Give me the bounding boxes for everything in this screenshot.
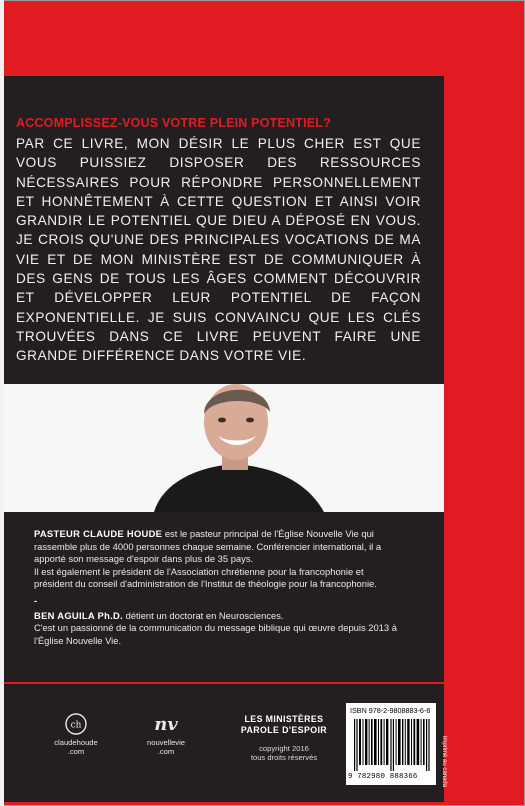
copyright-line1: copyright 2016 bbox=[259, 744, 309, 753]
svg-text:nv: nv bbox=[154, 714, 178, 735]
author2-text2: C'est un passionné de la communication du message biblique qui œuvre depuis 2013 à l'Église Nouvelle Vie. bbox=[34, 622, 397, 646]
nv-logo-icon bbox=[153, 712, 179, 736]
author1-name: PASTEUR CLAUDE HOUDE bbox=[34, 528, 163, 539]
publisher-line2: PAROLE D'ESPOIR bbox=[240, 725, 328, 735]
logo2-line1: nouvellevie bbox=[147, 738, 185, 747]
copyright-line2: tous droits réservés bbox=[250, 753, 318, 762]
bio-paragraph-1 bbox=[34, 528, 404, 566]
nouvellevie-logo bbox=[134, 712, 198, 756]
author-portrait-image bbox=[4, 384, 444, 512]
barcode-image bbox=[354, 719, 430, 771]
copyright bbox=[234, 744, 334, 762]
svg-text:ch: ch bbox=[70, 720, 82, 731]
publisher-line1: LES MINISTÈRES bbox=[244, 714, 324, 724]
author-photo bbox=[4, 384, 444, 512]
blurb-title: ACCOMPLISSEZ-VOUS VOTRE PLEIN POTENTIEL? bbox=[16, 116, 331, 130]
author2-name: BEN AGUILA Ph.D. bbox=[34, 609, 123, 621]
dark-panel bbox=[4, 76, 447, 802]
barcode-block bbox=[346, 703, 436, 785]
claudehoude-logo bbox=[46, 712, 106, 756]
ch-logo-icon bbox=[64, 712, 88, 736]
blurb-text: PAR CE LIVRE, MON DÉSIR LE PLUS CHER EST QUE VOUS PUISSIEZ DISPOSER DES RESSOURCES NÉCESSAIRES POUR RÉPONDRE PERSONNELLEMENT ET HONNÊTEMENT À CETTE QUESTION ET AINSI VOIR GRANDIR LE POTENTIEL QUE DIEU A DÉPOSÉ EN VOUS. JE CROIS QU'UNE DES PRINCIPALES VOCATIONS DE MA VIE ET DE MON MINISTÈRE EST DE COMMUNIQUER À DES GENS DE TOUS LES ÂGES COMMENT DÉCOUVRIR ET DÉVELOPPER LEUR POTENTIEL DE FAÇON EXPONENTIELLE. JE SUIS CONVAINCU QUE LES CLÉS TROUVÉES DANS CE LIVRE PEUVENT FAIRE UNE GRANDE DIFFÉRENCE DANS VOTRE VIE. bbox=[16, 136, 421, 364]
barcode-number: 9 782980 888366 bbox=[348, 773, 418, 781]
logo1-line1: claudehoude bbox=[54, 738, 98, 747]
author2-text: détient un doctorat en Neurosciences. bbox=[123, 609, 284, 621]
isbn-label: ISBN 978-2-9808883-6-6 bbox=[350, 706, 431, 715]
author-bios bbox=[34, 528, 404, 647]
logo1-line2: .com bbox=[67, 747, 85, 756]
author1-text2: Il est également le président de l'Association chrétienne pour la francophonie et président du conseil d'administration de l'Institut de théologie pour la francophonie. bbox=[34, 565, 377, 590]
blurb bbox=[16, 116, 421, 366]
logo2-line2: .com bbox=[157, 747, 175, 756]
publisher-name bbox=[234, 714, 334, 736]
divider-line bbox=[4, 682, 444, 684]
bio-paragraph-2 bbox=[34, 610, 404, 623]
bio-separator: - bbox=[34, 594, 38, 606]
printed-in-label: imprimé au canada bbox=[441, 736, 447, 788]
author1-text: est le pasteur principal de l'Église Nouvelle Vie qui rassemble plus de 4000 personnes chaque semaine. Conférencier international, il a apporté son message d'espoir dans plus de 35 pays. bbox=[34, 528, 382, 565]
spine-edge bbox=[0, 0, 4, 806]
